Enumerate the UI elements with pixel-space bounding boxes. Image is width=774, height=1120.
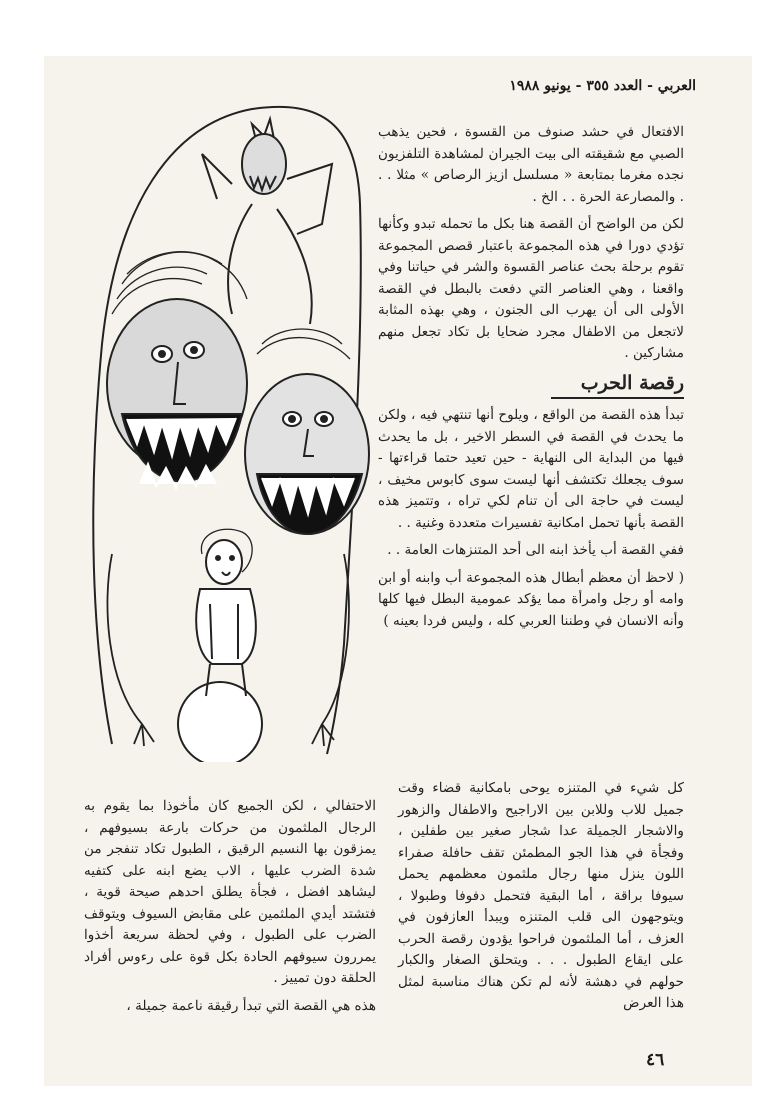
section-heading-wrapper: [378, 371, 684, 406]
paragraph: الافتعال في حشد صنوف من القسوة ، فحين يذهب الصبي مع شقيقته الى بيت الجيران لمشاهدة التلفزيون نجده مغرما بمتابعة « مسلسل ازيز الرصاص » مثلا . . . والمصارعة الحرة . . الخ .: [378, 124, 684, 205]
paragraph: الاحتفالي ، لكن الجميع كان مأخوذا بما يقوم به الرجال الملثمون من حركات بارعة بسيوفهم ، يمزقون بها النسيم الرقيق ، الطبول تكاد تنفجر من شدة الضرب عليها ، الاب يضع ابنه على كتفيه ليشاهد افضل ، فجأة يطلق احدهم صيحة قوية ، فتشتد أيدي الملثمين على مقابض السيوف ويتوقف الضرب على الطبول ، وفي لحظة سريعة أخذوا يمررون سيوفهم الحادة بكل قوة على رءوس أفراد الحلقة دون تمييز .: [84, 798, 376, 986]
page-number: ٤٦: [646, 1050, 665, 1070]
paragraph: كل شيء في المتنزه يوحى بامكانية قضاء وقت جميل للاب وللابن بين الاراجيح والاطفال والزهور والاشجار الجميلة عدا شجار صغير بين طفلين ، وفجأة في هذا الجو المطمئن تقف حافلة صفراء اللون ينزل منها رجال ملثمون معظمهم يحمل سيوفا براقة ، أما البقية فتحمل دفوفا وطبولا ، ويتوجهون الى قلب المتنزه ويبدأ العازفون في العزف ، أما الملثمون فراحوا يؤدون رقصة الحرب على ايقاع الطبول . . . ويتحلق الصغار والكبار حولهم في دهشة لأنه لم تكن هناك مناسبة لمثل هذا العرض: [398, 780, 684, 1011]
paragraph: هذه هي القصة التي تبدأ رقيقة ناعمة جميلة ،: [126, 997, 376, 1014]
paragraph: ( لاحظ أن معظم أبطال هذه المجموعة أب وابنه أو ابن وامه أو رجل وامرأة مما يؤكد عمومية البطل فيها كلها وأنه الانسان في وطننا العربي كله ، وليس فردا بعينه ): [378, 569, 684, 629]
article-column-top-right: [378, 122, 684, 638]
article-column-bottom-left: [84, 796, 376, 1023]
section-title: رقصة الحرب: [551, 373, 684, 400]
paragraph: لكن من الواضح أن القصة هنا بكل ما تحمله تبدو وكأنها تؤدي دورا في هذه المجموعة باعتبار قصص المجموعة تقوم برحلة بحث عناصر القسوة والشر في حياتنا وفي واقعنا ، وهي العناصر التي دفعت بالبطل في القصة الأولى الى أن يهرب الى الجنون ، وهي بهذه المثابة لاتجعل من الاطفال مجرد ضحايا بل تكاد تجعل منهم مشاركين .: [378, 216, 684, 361]
paragraph: تبدأ هذه القصة من الواقع ، ويلوح أنها تنتهي فيه ، ولكن ما يحدث في القصة في السطر الاخير ، بل ما يحدث فيها من البداية الى النهاية - حين تعيد حتما قراءتها - سوف يجعلك تكتشف أنها ليست سوى كابوس مخيف ، ليست في حاجة الى أن تنام لكي تراه ، وتتميز هذه القصة بأنها تحمل امكانية تفسيرات متعددة وغنية . .: [378, 407, 684, 531]
article-column-bottom-right: [398, 778, 684, 1021]
monster-illustration: [82, 84, 372, 762]
running-head: العربي - العدد ٣٥٥ - يونيو ١٩٨٨: [509, 78, 696, 94]
paragraph: ففي القصة أب يأخذ ابنه الى أحد المتنزهات العامة . .: [387, 542, 684, 558]
